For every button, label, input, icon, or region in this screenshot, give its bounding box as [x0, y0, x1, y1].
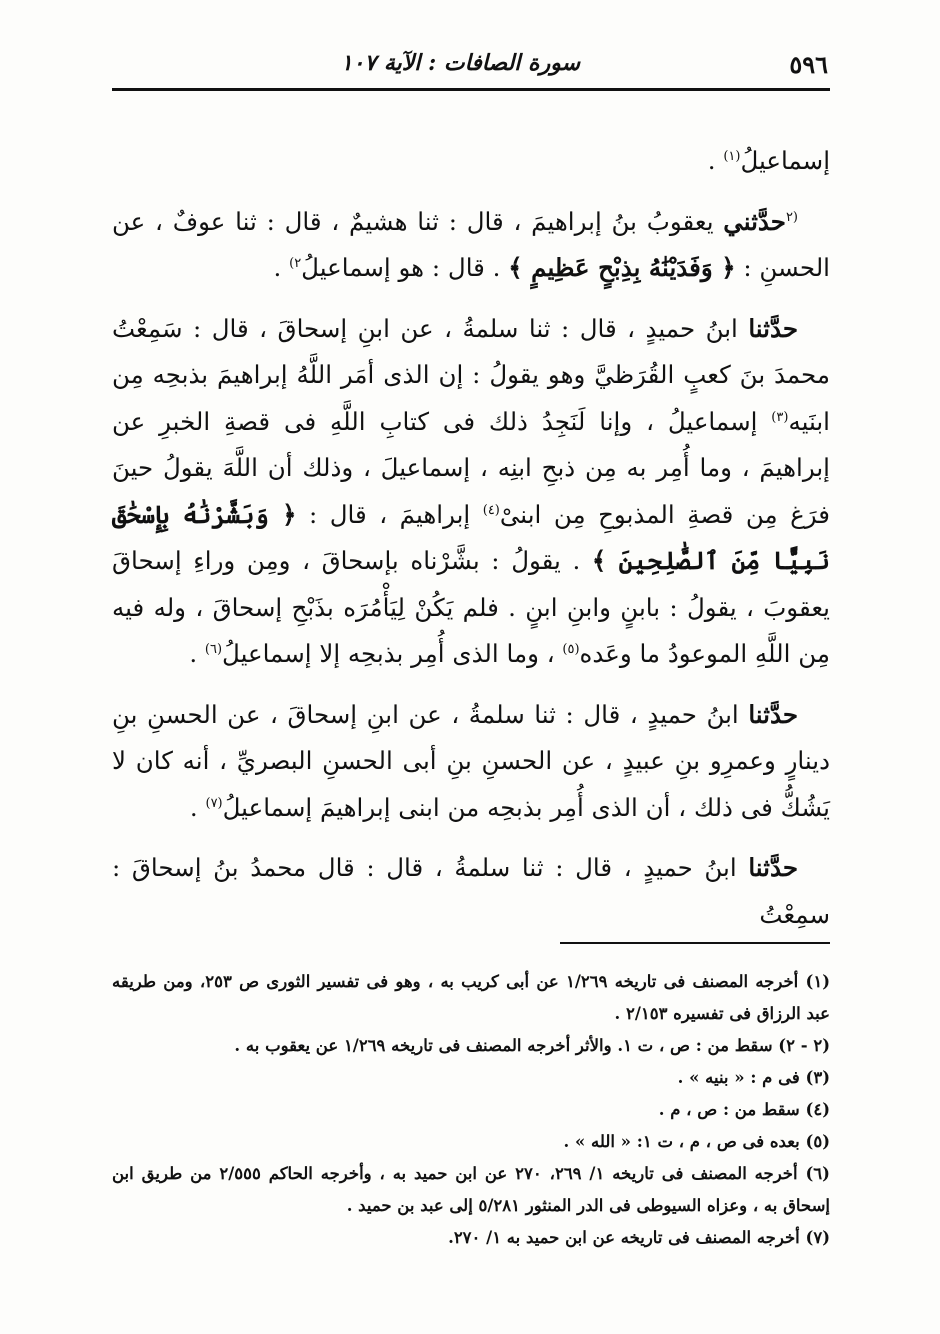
page-number: ٥٩٦ [789, 50, 828, 79]
footnote-ref: (٤) [482, 502, 500, 518]
footnote-ref: (٣) [771, 409, 789, 425]
footnote-6: (٦) أخرجه المصنف فى تاريخه ١/ ٢٦٩، ٢٧٠ عن ابن حميد به ، وأخرجه الحاكم ٢/٥٥٥ من طريق ابن إسحاق به ، وعزاه السيوطى فى الدر المنثور ٥/٢٨١ إلى عبد بن حميد . [112, 1164, 830, 1215]
quran-quote: ﴿ وَبَشَّرْنَٰهُ بِإِسْحَٰقَ نَبِيًّا مِّنَ ٱلصَّٰلِحِينَ ﴾ [112, 499, 830, 575]
footnote-ref: ٢) [289, 255, 302, 271]
footnote-ref: (١) [723, 148, 741, 164]
footnote-ref: (٢ [785, 209, 798, 225]
page-header [112, 40, 830, 92]
footnote-5: (٥) بعده فى ص ، م ، ت ١: « الله » . [563, 1132, 830, 1151]
paragraph-0: إسماعيلُ$^{(١)}$ . [707, 146, 830, 175]
paragraph-4: حدَّثنا ابنُ حميدٍ ، قال : ثنا سلمةُ ، قال : قال محمدُ بنُ إسحاقَ : سمِعْتُ [112, 853, 830, 929]
header-rule [112, 88, 830, 91]
quran-quote: ﴿ وَفَدَيْنَٰهُ بِذِبْحٍ عَظِيمٍ ﴾ [508, 253, 736, 282]
running-title: سورة الصافات : الآية ١٠٧ [340, 50, 580, 76]
paragraph-3: حدَّثنا ابنُ حميدٍ ، قال : ثنا سلمةُ ، عن ابنِ إسحاقَ ، عن الحسنِ بنِ دينارٍ وعمرِو بنِ عبيدٍ ، عن الحسنِ بنِ أبى الحسنِ البصريِّ ، أنه كان لا يَشُكُّ فى ذلك ، أن الذى أُمِر بذبحِه من ابنى إبراهيمَ إسماعيلُ$^{(٧)}$ . [112, 699, 830, 822]
footnote-3: (٣) فى م : « بنيه » . [677, 1068, 830, 1087]
footnote-ref: (٦) [204, 641, 223, 657]
main-text [112, 138, 830, 952]
paragraph-lead: حدَّثني [723, 206, 786, 236]
footnote-7: (٧) أخرجه المصنف فى تاريخه عن ابن حميد به ١/ ٢٧٠. [448, 1228, 830, 1247]
footnote-4: (٤) سقط من : ص ، م . [658, 1100, 830, 1119]
footnote-2: (٢ - ٢) سقط من : ص ، ت ١. والأثر أخرجه المصنف فى تاريخه ١/٢٦٩ عن يعقوب به . [234, 1036, 830, 1055]
footnotes [112, 966, 830, 1254]
paragraph-2: حدَّثنا ابنُ حميدٍ ، قال : ثنا سلمةُ ، عن ابنِ إسحاقَ ، قال : سَمِعْتُ محمدَ بنَ كعبٍ القُرَظيَّ وهو يقولُ : إن الذى أمَر اللَّهُ إبراهيمَ بذبحِه مِن ابنَيه$^{(٣)}$ إسماعيلُ ، وإنا لَنَجِدُ ذلك فى كتابِ اللَّهِ فى قصةِ الخبرِ عن إبراهيمَ ، وما أُمِر به مِن ذبحِ ابنِه ، إسماعيلَ ، وذلك أن اللَّهَ يقولُ حينَ فرَغ مِن قصةِ المذبوحِ مِن ابنىْ$^{(٤)}$ إبراهيمَ ، قال : ﴿ وَبَشَّرْنَٰهُ بِإِسْحَٰقَ نَبِيًّا مِّنَ ٱلصَّٰلِحِينَ ﴾ . يقولُ : بشَّرْناه بإسحاقَ ، ومِن وراءِ إسحاقَ يعقوبَ ، يقولُ : بابنٍ وابنِ ابنٍ . فلم يَكُنْ لِيَأْمُرَه بذَبْحِ إسحاقَ ، وله فيه مِن اللَّهِ الموعودُ ما وعَده$^{(٥)}$ ، وما الذى أُمِر بذبحِه إلا إسماعيلُ$^{(٦)}$ . [112, 313, 830, 668]
footnote-1: (١) أخرجه المصنف فى تاريخه ١/٢٦٩ عن أبى كريب به ، وهو فى تفسير الثورى ص ٢٥٣، ومن طريقه عبد الرزاق فى تفسيره ٢/١٥٣ . [112, 972, 830, 1023]
paragraph-lead: حدَّثنا [748, 313, 798, 343]
book-page [112, 30, 830, 1320]
paragraph-lead: حدَّثنا [748, 699, 798, 729]
footnote-ref: (٥) [562, 641, 580, 657]
footnote-rule [560, 942, 830, 944]
footnote-ref: (٧) [205, 795, 223, 811]
paragraph-1: $^{(٢}$حدَّثني يعقوبُ بنُ إبراهيمَ ، قال : ثنا هشيمٌ ، قال : ثنا عوفٌ ، عن الحسنِ : ﴿ وَفَدَيْنَٰهُ بِذِبْحٍ عَظِيمٍ ﴾ . قال : هو إسماعيلُ$^{٢)}$ . [112, 206, 830, 282]
paragraph-lead: حدَّثنا [748, 853, 798, 882]
